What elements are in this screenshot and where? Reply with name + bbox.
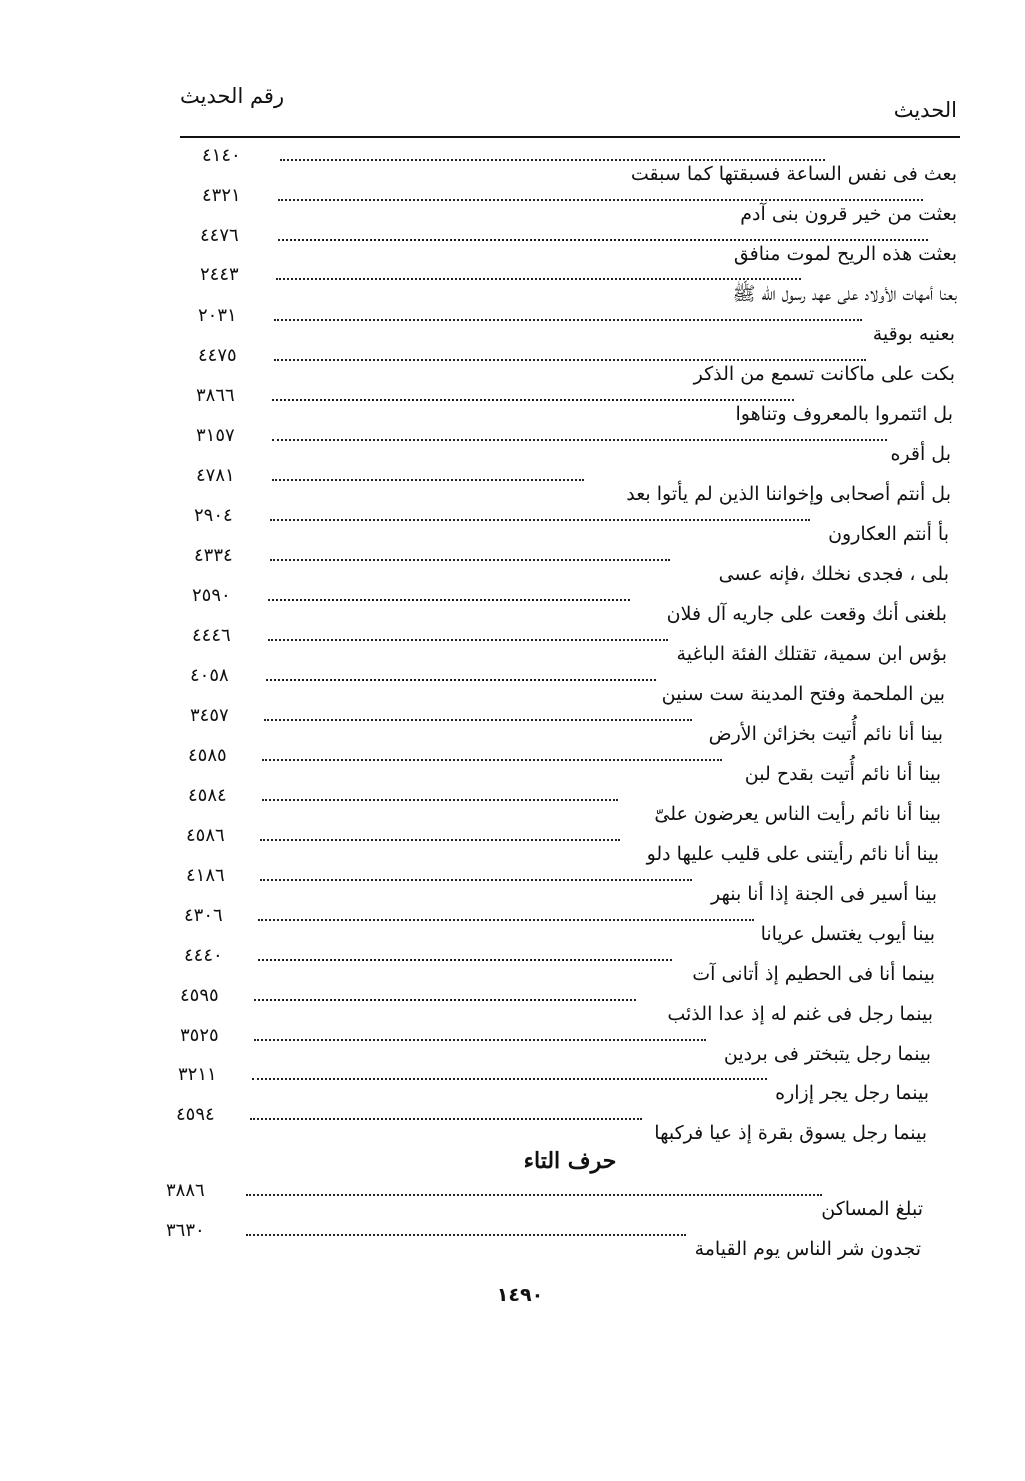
dot-leader bbox=[268, 639, 668, 641]
hadith-text: بعث فى نفس الساعة فسبقتها كما سبقت bbox=[630, 163, 957, 185]
hadith-text: بينما أنا فى الحطيم إذ أتانى آت bbox=[692, 963, 935, 985]
hadith-text: بينما رجل فى غنم له إذ عدا الذئب bbox=[667, 1003, 933, 1025]
index-entry bbox=[184, 905, 935, 945]
hadith-text: بينما رجل يسوق بقرة إذ عيا فركبها bbox=[654, 1122, 927, 1144]
hadith-number: ٤٣٢١ bbox=[202, 185, 241, 206]
hadith-number: ٢٠٣١ bbox=[198, 305, 237, 326]
index-entry bbox=[178, 1064, 929, 1104]
dot-leader bbox=[264, 719, 692, 721]
dot-leader bbox=[272, 479, 584, 481]
hadith-text: بينا أنا نائم أُتيت بقدح لبن bbox=[744, 763, 941, 785]
hadith-number: ٤٤٤٠ bbox=[184, 945, 223, 966]
dot-leader bbox=[268, 599, 630, 601]
hadith-text: بينا أسير فى الجنة إذا أنا بنهر bbox=[710, 883, 937, 905]
index-entry bbox=[198, 345, 955, 385]
hadith-number: ٣٢١١ bbox=[178, 1064, 217, 1085]
index-entry bbox=[184, 945, 935, 985]
hadith-number: ٤٠٥٨ bbox=[190, 665, 229, 686]
hadith-number: ٢٩٠٤ bbox=[194, 505, 233, 526]
hadith-number: ٤١٨٦ bbox=[186, 865, 225, 886]
hadith-number: ٤٥٨٤ bbox=[188, 785, 227, 806]
dot-leader bbox=[266, 679, 656, 681]
index-entry bbox=[188, 785, 941, 825]
hadith-text: تجدون شر الناس يوم القيامة bbox=[694, 1238, 921, 1260]
section-heading: حرف التاء bbox=[523, 1148, 617, 1174]
dot-leader bbox=[246, 1234, 686, 1236]
hadith-number: ٣٦٣٠ bbox=[166, 1220, 205, 1241]
dot-leader bbox=[260, 839, 620, 841]
hadith-text: بلى ، فجدى نخلك ،فإنه عسى bbox=[718, 563, 949, 585]
index-entry bbox=[180, 1025, 931, 1065]
hadith-number: ٤٤٤٦ bbox=[192, 625, 231, 646]
hadith-text: بينا أنا نائم رأيتنى على قليب عليها دلو bbox=[646, 843, 939, 865]
hadith-text: بعثت هذه الريح لموت منافق bbox=[733, 243, 957, 265]
dot-leader bbox=[250, 1118, 642, 1120]
dot-leader bbox=[278, 199, 923, 201]
dot-leader bbox=[252, 1078, 767, 1080]
hadith-text: تبلغ المساكن bbox=[821, 1198, 923, 1220]
dot-leader bbox=[274, 359, 866, 361]
hadith-number: ٤٣٠٦ bbox=[184, 905, 223, 926]
index-entry bbox=[180, 985, 933, 1025]
hadith-number: ٣٥٢٥ bbox=[180, 1025, 219, 1046]
hadith-text: بل ائتمروا بالمعروف وتناهوا bbox=[735, 403, 953, 425]
index-entry bbox=[190, 705, 943, 745]
hadith-number: ٤٤٧٦ bbox=[200, 225, 239, 246]
index-entry bbox=[190, 665, 945, 705]
dot-leader bbox=[274, 319, 862, 321]
hadith-number: ٢٤٤٣ bbox=[200, 264, 239, 285]
index-entry bbox=[192, 625, 947, 665]
hadith-text: بل أنتم أصحابى وإخواننا الذين لم يأتوا بعد bbox=[626, 483, 951, 505]
index-entry bbox=[200, 225, 957, 265]
hadith-text: بينا أنا نائم أُتيت بخزائن الأرض bbox=[708, 723, 943, 745]
dot-leader bbox=[280, 159, 825, 161]
index-entry bbox=[166, 1180, 923, 1220]
hadith-number: ٤٥٨٥ bbox=[188, 745, 227, 766]
dot-leader bbox=[246, 1194, 822, 1196]
hadith-text: بعثت من خير قرون بنى آدم bbox=[740, 203, 957, 225]
hadith-number: ٤٧٨١ bbox=[196, 465, 235, 486]
index-entry bbox=[192, 585, 947, 625]
dot-leader bbox=[270, 559, 670, 561]
index-entry bbox=[186, 825, 939, 865]
index-entry bbox=[188, 745, 941, 785]
hadith-number: ٣١٥٧ bbox=[196, 425, 235, 446]
hadith-number: ٤١٤٠ bbox=[202, 145, 241, 166]
dot-leader bbox=[270, 519, 810, 521]
index-entry bbox=[200, 264, 957, 305]
hadith-text: بعنيه بوقية bbox=[872, 323, 955, 345]
index-entry bbox=[194, 505, 949, 545]
dot-leader bbox=[254, 999, 636, 1001]
index-entry bbox=[194, 545, 949, 585]
index-entry bbox=[166, 1220, 921, 1260]
hadith-number: ٤٥٩٤ bbox=[176, 1104, 215, 1125]
dot-leader bbox=[254, 1039, 706, 1041]
dot-leader bbox=[262, 759, 722, 761]
page-number: ١٤٩٠ bbox=[496, 1284, 544, 1306]
index-entry bbox=[198, 305, 955, 345]
index-entry bbox=[196, 425, 951, 465]
column-header-hadith: الحديث bbox=[893, 98, 957, 122]
dot-leader bbox=[276, 278, 801, 280]
hadith-number: ٤٣٣٤ bbox=[194, 545, 233, 566]
dot-leader bbox=[258, 919, 754, 921]
index-entry bbox=[202, 145, 957, 185]
dot-leader bbox=[262, 799, 618, 801]
hadith-number: ٣٤٥٧ bbox=[190, 705, 229, 726]
hadith-text: بينا أيوب يغتسل عريانا bbox=[760, 923, 935, 945]
hadith-text: بأ أنتم العكارون bbox=[828, 523, 949, 545]
hadith-number: ٣٨٨٦ bbox=[166, 1180, 205, 1201]
index-entry bbox=[196, 385, 953, 425]
hadith-text: بينا أنا نائم رأيت الناس يعرضون علىّ bbox=[654, 803, 941, 825]
hadith-text: بينما رجل يجر إزاره bbox=[775, 1082, 929, 1104]
dot-leader bbox=[260, 879, 692, 881]
column-header-hadith-number: رقم الحديث bbox=[180, 84, 285, 108]
hadith-number: ٤٥٨٦ bbox=[186, 825, 225, 846]
dot-leader bbox=[258, 959, 672, 961]
hadith-text: بينما رجل يتبختر فى بردين bbox=[723, 1043, 931, 1065]
hadith-text: بلغنى أنك وقعت على جاريه آل فلان bbox=[666, 603, 947, 625]
dot-leader bbox=[272, 439, 887, 441]
hadith-text: بكت على ماكانت تسمع من الذكر bbox=[693, 363, 955, 385]
index-entry bbox=[176, 1104, 927, 1144]
index-entry bbox=[202, 185, 957, 225]
hadith-number: ٤٤٧٥ bbox=[198, 345, 237, 366]
index-entry bbox=[186, 865, 937, 905]
hadith-text: بؤس ابن سمية، تقتلك الفئة الباغية bbox=[676, 643, 947, 665]
hadith-number: ٢٥٩٠ bbox=[192, 585, 231, 606]
hadith-text: بعنا أمهات الأولاد على عهد رسول الله ﷺ bbox=[732, 283, 957, 305]
hadith-number: ٤٥٩٥ bbox=[180, 985, 219, 1006]
hadith-text: بل أقره bbox=[890, 443, 951, 465]
hadith-number: ٣٨٦٦ bbox=[196, 385, 235, 406]
index-entry bbox=[196, 465, 951, 505]
hadith-text: بين الملحمة وفتح المدينة ست سنين bbox=[661, 683, 945, 705]
dot-leader bbox=[272, 399, 794, 401]
dot-leader bbox=[278, 239, 928, 241]
